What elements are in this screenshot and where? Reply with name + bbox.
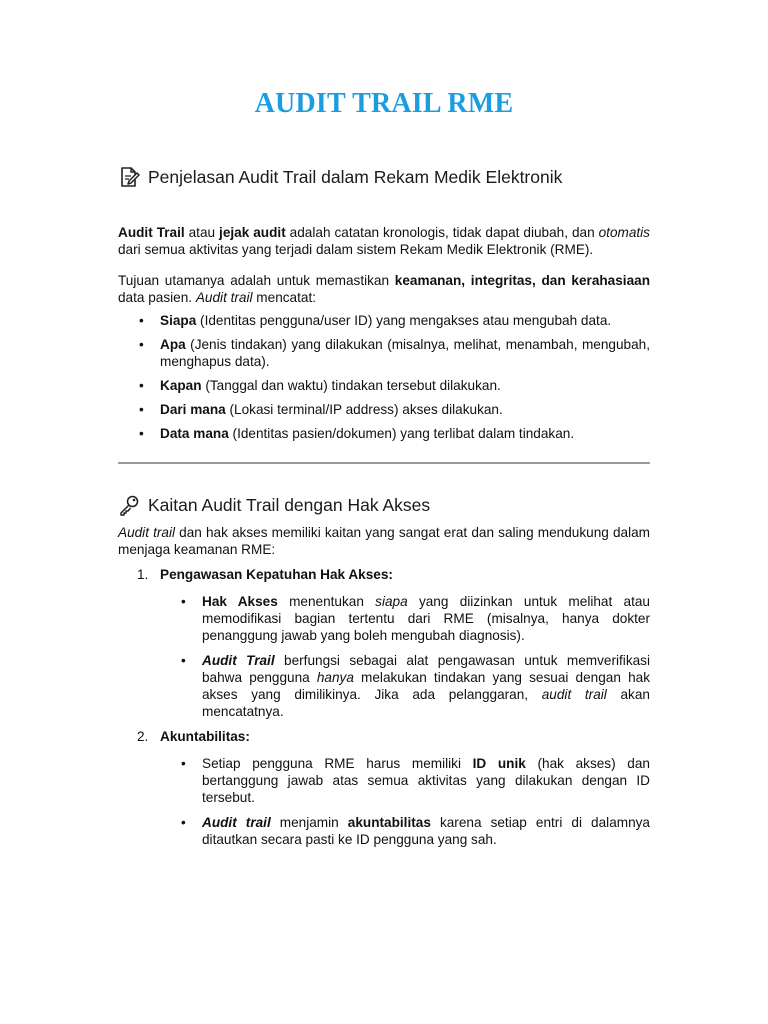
list-item-desc: (Identitas pasien/dokumen) yang terlibat dalam tindakan.: [228, 426, 575, 441]
paragraph-definition: [118, 224, 650, 258]
text: adalah catatan kronologis, tidak dapat diubah, dan: [285, 225, 599, 240]
text: menjamin: [270, 815, 348, 830]
text: yang diizinkan untuk melihat atau memodifikasi bagian tertentu dari RME (misalnya, hanya dokter penanggung jawab yang boleh mengubah diagnosis).: [202, 594, 650, 643]
list-item-term: Kapan: [160, 378, 202, 393]
term: Hak Akses: [202, 594, 278, 609]
sub-list-item: [202, 593, 650, 644]
list-item-desc: (Jenis tindakan) yang dilakukan (misalnya, melihat, menambah, mengubah, menghapus data).: [160, 337, 650, 369]
text: berfungsi sebagai alat pengawasan untuk memverifikasi bahwa pengguna: [202, 653, 650, 685]
item-label: Pengawasan Kepatuhan Hak Akses:: [160, 567, 393, 582]
list-item: [160, 377, 650, 394]
text: atau: [184, 225, 220, 240]
text: data pasien.: [118, 290, 196, 305]
list-item-term: Siapa: [160, 313, 197, 328]
item-label: Akuntabilitas:: [160, 729, 250, 744]
term-audit-trail-italic: Audit trail: [118, 525, 176, 540]
text: akan mencatatnya.: [202, 687, 650, 719]
term-bold-italic: Audit trail: [202, 815, 271, 830]
numbered-item: [118, 566, 650, 720]
paragraph-purpose: [118, 272, 650, 306]
sub-list-item: [202, 652, 650, 720]
list-item-desc: (Identitas pengguna/user ID) yang mengakses atau mengubah data.: [196, 313, 612, 328]
sub-list: [160, 755, 650, 848]
text: Tujuan utamanya adalah untuk memastikan: [118, 273, 395, 288]
list-item: [160, 312, 650, 329]
text: karena setiap entri di dalamnya ditautkan secara pasti ke ID pengguna yang sah.: [202, 815, 650, 847]
list-item: [160, 401, 650, 418]
sub-list-item: [202, 814, 650, 848]
list-item-term: Data mana: [160, 426, 229, 441]
text: dan hak akses memiliki kaitan yang sangat erat dan saling mendukung dalam menjaga keamanan RME:: [118, 525, 650, 557]
term: akuntabilitas: [347, 815, 431, 830]
term-italic: siapa: [375, 594, 408, 609]
text: dari semua aktivitas yang terjadi dalam sistem Rekam Medik Elektronik (RME).: [118, 242, 594, 257]
list-item-term: Dari mana: [160, 402, 226, 417]
list-item-desc: (Tanggal dan waktu) tindakan tersebut dilakukan.: [201, 378, 501, 393]
list-item: [160, 336, 650, 370]
text: menentukan: [277, 594, 376, 609]
section-heading-kaitan: [118, 494, 650, 516]
section-heading-text: Penjelasan Audit Trail dalam Rekam Medik Elektronik: [148, 166, 563, 187]
sub-list: [160, 593, 650, 720]
term-italic: hanya: [316, 670, 354, 685]
section-heading-penjelasan: [118, 166, 650, 188]
term-jejak-audit: jejak audit: [219, 225, 286, 240]
text: (hak akses) dan bertanggung jawab atas semua aktivitas yang dilakukan dengan ID tersebut.: [202, 756, 650, 805]
sub-list-item: [202, 755, 650, 806]
term-keamanan: keamanan, integritas, dan kerahasiaan: [394, 273, 651, 288]
list-item-desc: (Lokasi terminal/IP address) akses dilakukan.: [225, 402, 503, 417]
edit-document-icon: [118, 166, 140, 188]
term-audit-trail: Audit Trail: [118, 225, 185, 240]
key-icon: [118, 494, 140, 516]
term-italic: audit trail: [541, 687, 607, 702]
section-divider: [118, 462, 650, 464]
list-item: [160, 425, 650, 442]
item-number: 2.: [137, 729, 149, 744]
paragraph-relation-intro: [118, 524, 650, 558]
term-bold-italic: Audit Trail: [202, 653, 275, 668]
document-title: AUDIT TRAIL RME: [254, 88, 514, 119]
numbered-item: [118, 728, 650, 848]
item-number: 1.: [137, 567, 149, 582]
relation-points-list: [118, 566, 650, 848]
text: melakukan tindakan yang sesuai dengan hak akses yang dimilikinya. Jika ada pelanggaran,: [202, 670, 650, 702]
recorded-items-list: [118, 312, 650, 442]
term: ID unik: [472, 756, 526, 771]
section-heading-text: Kaitan Audit Trail dengan Hak Akses: [148, 494, 431, 515]
term-audit-trail-italic: Audit trail: [195, 290, 253, 305]
list-item-term: Apa: [160, 337, 186, 352]
text: Setiap pengguna RME harus memiliki: [202, 756, 473, 771]
term-otomatis: otomatis: [598, 225, 650, 240]
text: mencatat:: [252, 290, 316, 305]
